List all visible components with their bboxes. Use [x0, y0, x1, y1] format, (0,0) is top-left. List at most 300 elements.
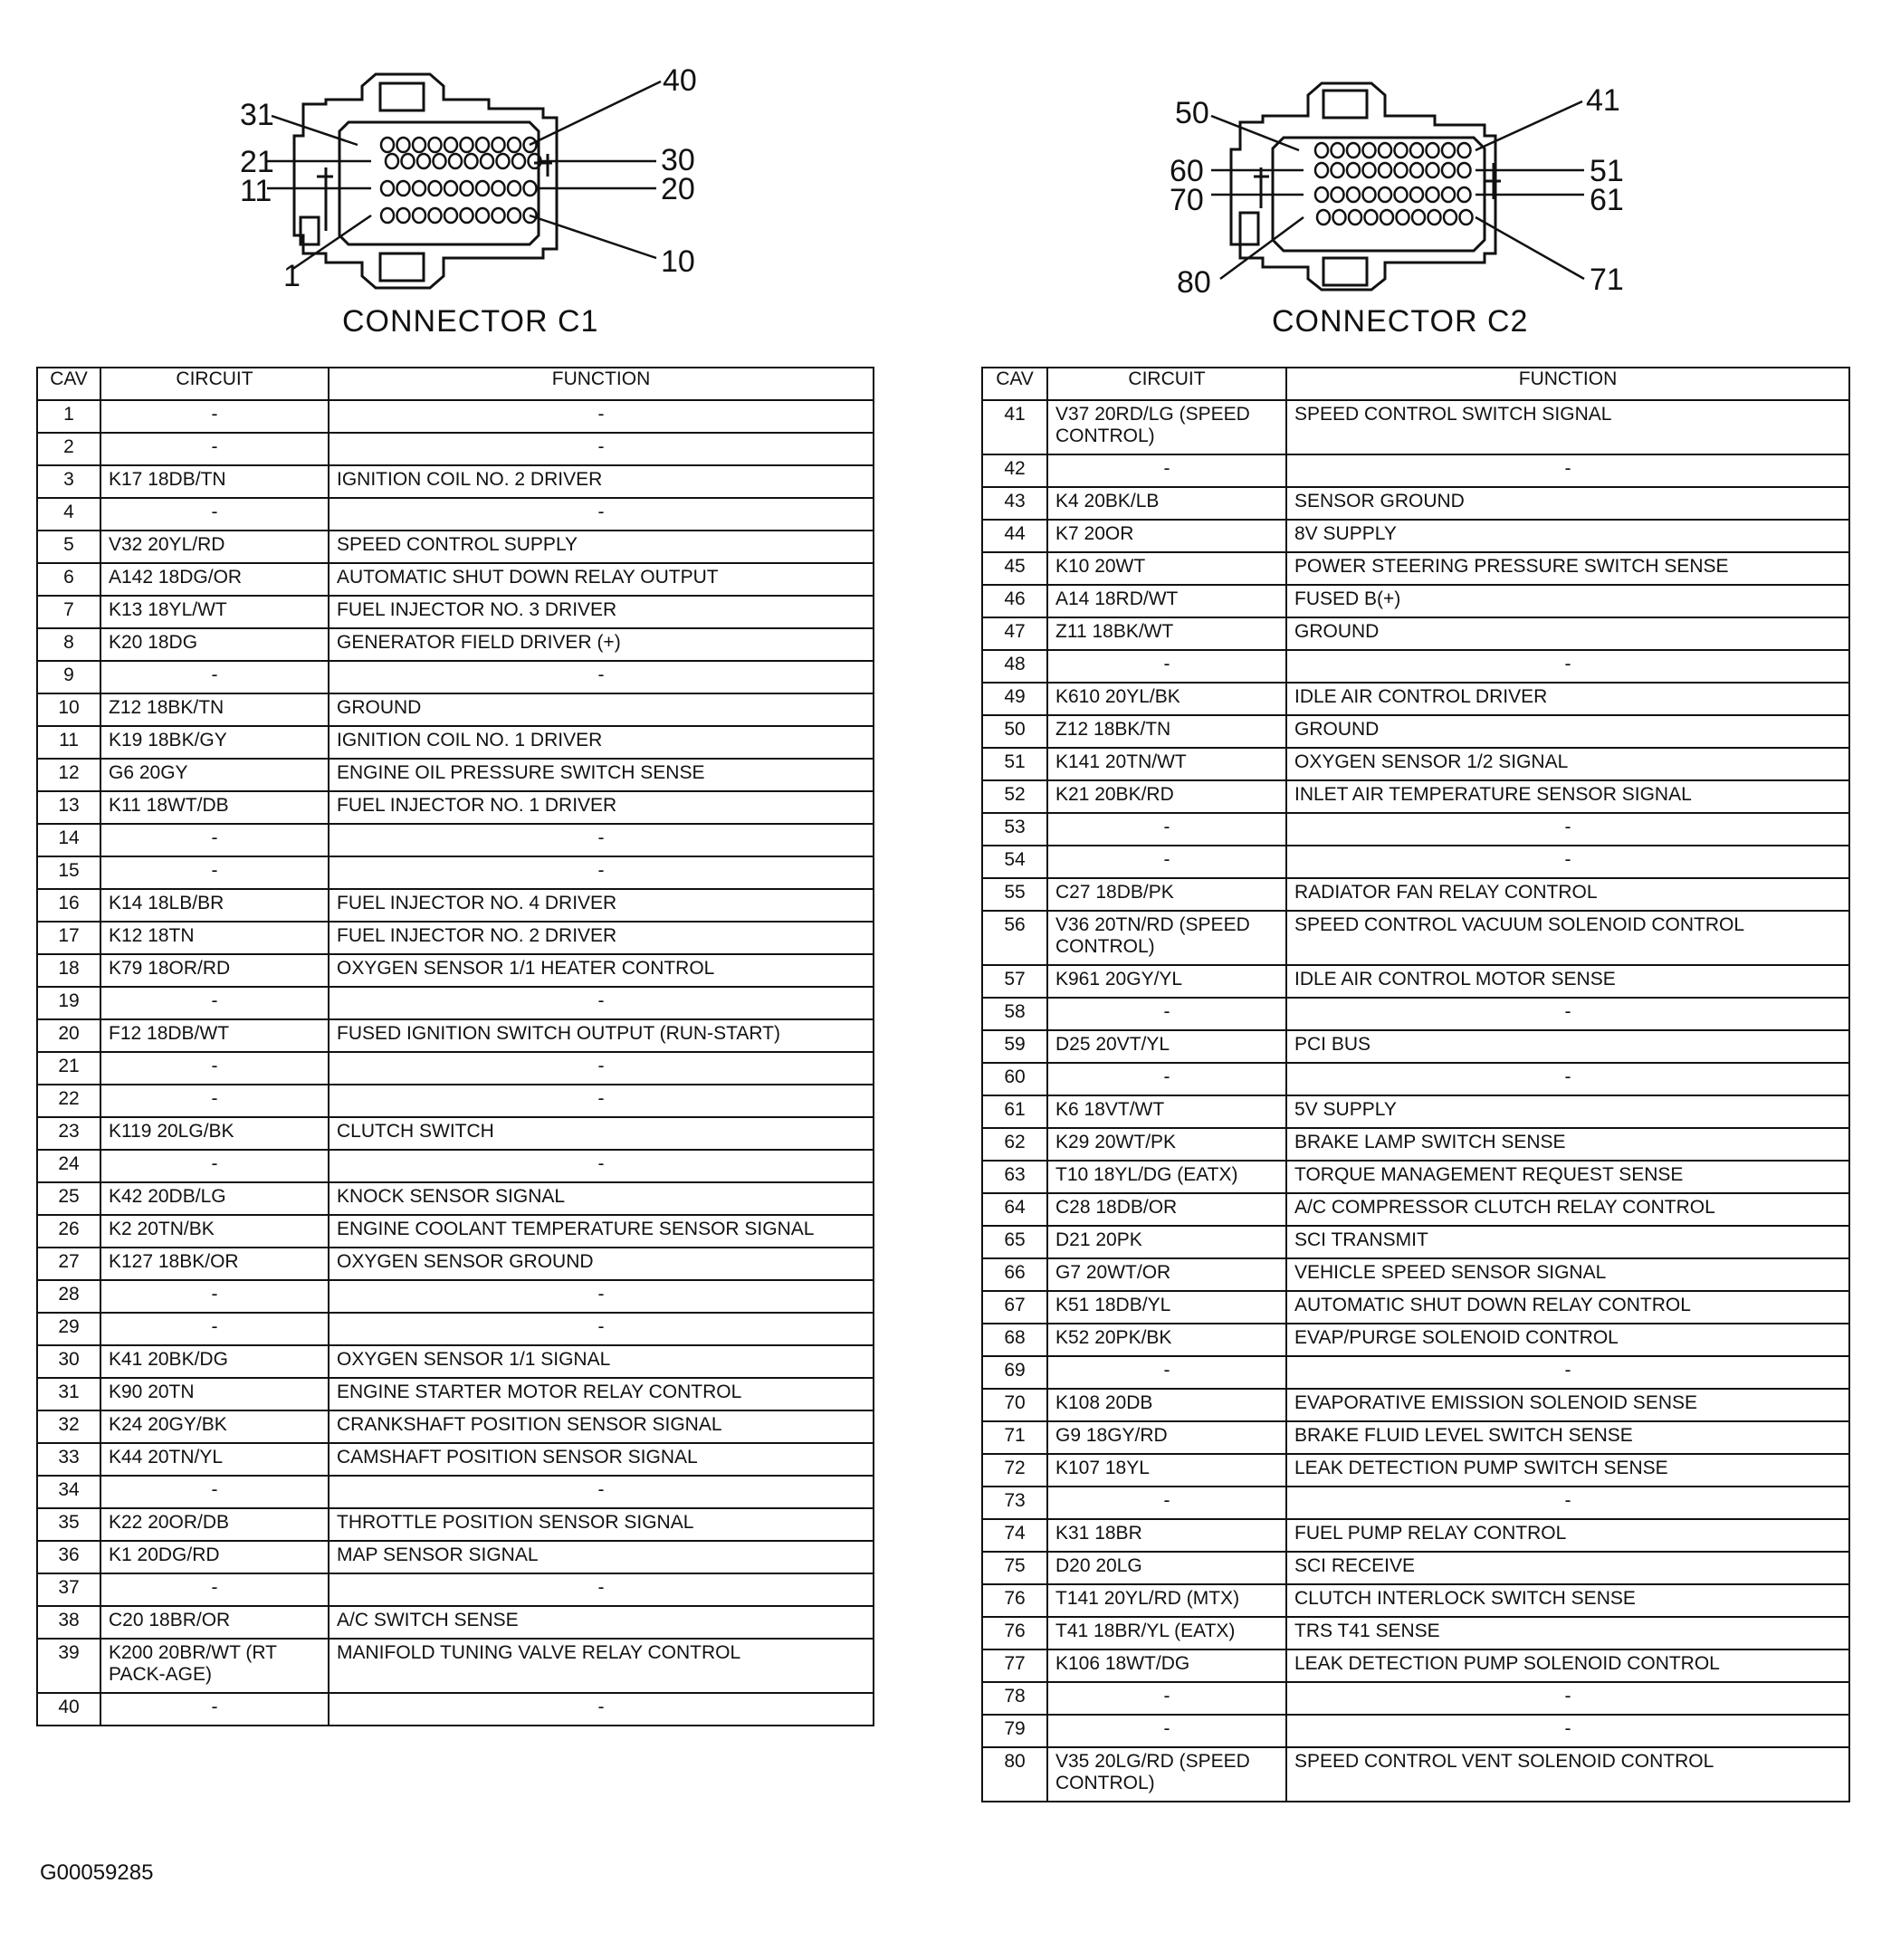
- table-row: [982, 748, 1849, 780]
- connector-pin: [497, 154, 510, 168]
- function-cell: -: [1286, 650, 1849, 683]
- cav-cell: 73: [982, 1487, 1047, 1519]
- connector-pin: [1363, 187, 1376, 202]
- circuit-cell: K42 20DB/LG: [100, 1182, 329, 1215]
- cav-cell: 29: [37, 1313, 100, 1345]
- circuit-cell: K10 20WT: [1047, 552, 1286, 585]
- table-row: [37, 433, 874, 465]
- table-row: [37, 628, 874, 661]
- table-row: [982, 1030, 1849, 1063]
- connector-pin: [397, 181, 410, 196]
- connector-pin: [1395, 143, 1408, 158]
- function-cell: GROUND: [1286, 617, 1849, 650]
- table-row: [982, 1291, 1849, 1324]
- circuit-cell: K90 20TN: [100, 1378, 329, 1410]
- table-row: [982, 683, 1849, 715]
- connector-c2-table-body: [982, 400, 1849, 1802]
- circuit-cell: -: [100, 1150, 329, 1182]
- table-row: [37, 465, 874, 498]
- function-cell: SPEED CONTROL VACUUM SOLENOID CONTROL: [1286, 911, 1849, 965]
- table-row: [982, 1487, 1849, 1519]
- circuit-cell: -: [100, 987, 329, 1019]
- connector-pin: [512, 154, 525, 168]
- table-row: [982, 1649, 1849, 1682]
- circuit-cell: -: [100, 661, 329, 693]
- circuit-cell: -: [1047, 1715, 1286, 1747]
- table-row: [37, 1508, 874, 1541]
- function-cell: FUEL INJECTOR NO. 2 DRIVER: [329, 922, 874, 954]
- circuit-cell: K107 18YL: [1047, 1454, 1286, 1487]
- function-cell: FUSED B(+): [1286, 585, 1849, 617]
- connector-pin: [402, 154, 415, 168]
- connector-pin: [1317, 210, 1330, 225]
- cav-cell: 11: [37, 726, 100, 759]
- table-row: [37, 1182, 874, 1215]
- cav-cell: 35: [37, 1508, 100, 1541]
- circuit-cell: K12 18TN: [100, 922, 329, 954]
- circuit-cell: K51 18DB/YL: [1047, 1291, 1286, 1324]
- table-row: [37, 661, 874, 693]
- table-row: [37, 1117, 874, 1150]
- circuit-cell: K1 20DG/RD: [100, 1541, 329, 1573]
- function-cell: CLUTCH INTERLOCK SWITCH SENSE: [1286, 1584, 1849, 1617]
- table-row: [37, 1150, 874, 1182]
- function-cell: -: [329, 1573, 874, 1606]
- connector-c2-pins: [1315, 143, 1473, 225]
- connector-pin: [1460, 210, 1473, 225]
- connector-pin: [1427, 163, 1439, 177]
- cav-cell: 49: [982, 683, 1047, 715]
- function-cell: POWER STEERING PRESSURE SWITCH SENSE: [1286, 552, 1849, 585]
- cav-cell: 57: [982, 965, 1047, 998]
- function-cell: -: [329, 498, 874, 531]
- connector-pin: [444, 181, 457, 196]
- cav-cell: 16: [37, 889, 100, 922]
- pin-label-11: 11: [240, 174, 272, 208]
- table-header-row: [37, 368, 874, 400]
- function-cell: CRANKSHAFT POSITION SENSOR SIGNAL: [329, 1410, 874, 1443]
- circuit-cell: -: [100, 856, 329, 889]
- connector-pin: [413, 138, 425, 152]
- function-cell: THROTTLE POSITION SENSOR SIGNAL: [329, 1508, 874, 1541]
- function-cell: IDLE AIR CONTROL DRIVER: [1286, 683, 1849, 715]
- connector-pin: [429, 208, 442, 223]
- cav-cell: 6: [37, 563, 100, 596]
- circuit-cell: K119 20LG/BK: [100, 1117, 329, 1150]
- cav-cell: 68: [982, 1324, 1047, 1356]
- table-row: [37, 1573, 874, 1606]
- circuit-cell: V36 20TN/RD (SPEED CONTROL): [1047, 911, 1286, 965]
- circuit-cell: G9 18GY/RD: [1047, 1421, 1286, 1454]
- connector-pin: [476, 181, 489, 196]
- cav-cell: 1: [37, 400, 100, 433]
- table-row: [37, 1345, 874, 1378]
- connector-pin: [481, 154, 493, 168]
- circuit-cell: K14 18LB/BR: [100, 889, 329, 922]
- table-row: [37, 922, 874, 954]
- table-row: [982, 1584, 1849, 1617]
- cav-cell: 75: [982, 1552, 1047, 1584]
- connector-pin: [1315, 187, 1328, 202]
- table-row: [37, 531, 874, 563]
- function-cell: SCI TRANSMIT: [1286, 1226, 1849, 1258]
- function-cell: A/C SWITCH SENSE: [329, 1606, 874, 1639]
- function-cell: OXYGEN SENSOR GROUND: [329, 1248, 874, 1280]
- circuit-cell: -: [100, 1476, 329, 1508]
- cav-cell: 43: [982, 487, 1047, 520]
- table-row: [982, 1193, 1849, 1226]
- cav-cell: 60: [982, 1063, 1047, 1095]
- circuit-cell: K52 20PK/BK: [1047, 1324, 1286, 1356]
- table-row: [37, 954, 874, 987]
- pin-label-61: 61: [1590, 183, 1624, 217]
- cav-cell: 70: [982, 1389, 1047, 1421]
- cav-cell: 53: [982, 813, 1047, 846]
- pin-label-50: 50: [1175, 96, 1209, 130]
- cav-cell: 48: [982, 650, 1047, 683]
- function-cell: -: [1286, 1715, 1849, 1747]
- circuit-cell: -: [100, 1573, 329, 1606]
- table-row: [982, 965, 1849, 998]
- function-cell: -: [1286, 1356, 1849, 1389]
- function-cell: SCI RECEIVE: [1286, 1552, 1849, 1584]
- pin-label-1: 1: [283, 259, 301, 293]
- connector-pin: [381, 138, 394, 152]
- cav-cell: 12: [37, 759, 100, 791]
- cav-cell: 9: [37, 661, 100, 693]
- function-cell: ENGINE COOLANT TEMPERATURE SENSOR SIGNAL: [329, 1215, 874, 1248]
- connector-pin: [1442, 187, 1455, 202]
- connector-c1-diagram: [226, 54, 715, 293]
- circuit-cell: K11 18WT/DB: [100, 791, 329, 824]
- table-row: [982, 780, 1849, 813]
- circuit-cell: -: [1047, 454, 1286, 487]
- table-row: [982, 1552, 1849, 1584]
- function-cell: SPEED CONTROL SWITCH SIGNAL: [1286, 400, 1849, 454]
- function-cell: -: [329, 661, 874, 693]
- function-cell: PCI BUS: [1286, 1030, 1849, 1063]
- cav-cell: 34: [37, 1476, 100, 1508]
- function-cell: LEAK DETECTION PUMP SWITCH SENSE: [1286, 1454, 1849, 1487]
- cav-cell: 47: [982, 617, 1047, 650]
- connector-pin: [1410, 163, 1423, 177]
- table-row: [982, 715, 1849, 748]
- connector-pin: [1410, 143, 1423, 158]
- cav-cell: 37: [37, 1573, 100, 1606]
- function-cell: -: [1286, 1063, 1849, 1095]
- function-cell: ENGINE STARTER MOTOR RELAY CONTROL: [329, 1378, 874, 1410]
- function-cell: -: [329, 1052, 874, 1085]
- table-row: [37, 1476, 874, 1508]
- function-cell: -: [329, 1085, 874, 1117]
- cav-cell: 64: [982, 1193, 1047, 1226]
- cav-cell: 25: [37, 1182, 100, 1215]
- cav-cell: 21: [37, 1052, 100, 1085]
- cav-cell: 17: [37, 922, 100, 954]
- cav-cell: 58: [982, 998, 1047, 1030]
- function-cell: -: [1286, 1487, 1849, 1519]
- function-cell: AUTOMATIC SHUT DOWN RELAY OUTPUT: [329, 563, 874, 596]
- table-row: [982, 1747, 1849, 1802]
- function-cell: IDLE AIR CONTROL MOTOR SENSE: [1286, 965, 1849, 998]
- circuit-cell: K20 18DG: [100, 628, 329, 661]
- function-cell: -: [329, 1280, 874, 1313]
- table-row: [982, 1617, 1849, 1649]
- table-row: [37, 726, 874, 759]
- table-row: [37, 1085, 874, 1117]
- column-header-cav: CAV: [982, 368, 1047, 400]
- function-cell: -: [329, 824, 874, 856]
- cav-cell: 10: [37, 693, 100, 726]
- circuit-cell: -: [1047, 1487, 1286, 1519]
- function-cell: -: [329, 987, 874, 1019]
- connector-pin: [1458, 187, 1471, 202]
- function-cell: GROUND: [1286, 715, 1849, 748]
- table-row: [982, 1324, 1849, 1356]
- connector-pin: [1442, 143, 1455, 158]
- function-cell: 5V SUPPLY: [1286, 1095, 1849, 1128]
- cav-cell: 33: [37, 1443, 100, 1476]
- circuit-cell: K13 18YL/WT: [100, 596, 329, 628]
- cav-cell: 8: [37, 628, 100, 661]
- cav-cell: 24: [37, 1150, 100, 1182]
- circuit-cell: K4 20BK/LB: [1047, 487, 1286, 520]
- connector-pin: [1428, 210, 1441, 225]
- connector-pin: [444, 208, 457, 223]
- cav-cell: 63: [982, 1161, 1047, 1193]
- table-row: [37, 498, 874, 531]
- circuit-cell: -: [100, 433, 329, 465]
- cav-cell: 79: [982, 1715, 1047, 1747]
- connector-pin: [1332, 163, 1344, 177]
- function-cell: GROUND: [329, 693, 874, 726]
- cav-cell: 71: [982, 1421, 1047, 1454]
- column-header-function: FUNCTION: [1286, 368, 1849, 400]
- connector-pin: [444, 138, 457, 152]
- table-row: [37, 987, 874, 1019]
- connector-pin: [1315, 143, 1328, 158]
- circuit-cell: D25 20VT/YL: [1047, 1030, 1286, 1063]
- table-row: [982, 454, 1849, 487]
- connector-pin: [465, 154, 478, 168]
- cav-cell: 55: [982, 878, 1047, 911]
- function-cell: -: [329, 433, 874, 465]
- connector-pin: [386, 154, 398, 168]
- connector-pin: [1412, 210, 1425, 225]
- pin-label-31: 31: [240, 98, 274, 132]
- pin-label-41: 41: [1586, 83, 1620, 118]
- circuit-cell: T41 18BR/YL (EATX): [1047, 1617, 1286, 1649]
- cav-cell: 4: [37, 498, 100, 531]
- table-row: [37, 596, 874, 628]
- circuit-cell: -: [1047, 1063, 1286, 1095]
- table-row: [982, 1128, 1849, 1161]
- table-row: [982, 1454, 1849, 1487]
- function-cell: OXYGEN SENSOR 1/1 HEATER CONTROL: [329, 954, 874, 987]
- circuit-cell: K24 20GY/BK: [100, 1410, 329, 1443]
- cav-cell: 2: [37, 433, 100, 465]
- circuit-cell: -: [100, 498, 329, 531]
- function-cell: -: [329, 400, 874, 433]
- connector-pin: [1395, 163, 1408, 177]
- cav-cell: 39: [37, 1639, 100, 1693]
- function-cell: ENGINE OIL PRESSURE SWITCH SENSE: [329, 759, 874, 791]
- connector-pin: [1365, 210, 1378, 225]
- table-row: [37, 856, 874, 889]
- circuit-cell: -: [1047, 813, 1286, 846]
- function-cell: -: [1286, 454, 1849, 487]
- cav-cell: 40: [37, 1693, 100, 1726]
- function-cell: LEAK DETECTION PUMP SOLENOID CONTROL: [1286, 1649, 1849, 1682]
- circuit-cell: K6 18VT/WT: [1047, 1095, 1286, 1128]
- function-cell: 8V SUPPLY: [1286, 520, 1849, 552]
- function-cell: MAP SENSOR SIGNAL: [329, 1541, 874, 1573]
- table-row: [37, 759, 874, 791]
- pin-label-30: 30: [661, 143, 695, 177]
- circuit-cell: -: [100, 1085, 329, 1117]
- connector-pin: [1333, 210, 1346, 225]
- function-cell: KNOCK SENSOR SIGNAL: [329, 1182, 874, 1215]
- pin-label-21: 21: [240, 145, 274, 179]
- cav-cell: 56: [982, 911, 1047, 965]
- circuit-cell: K2 20TN/BK: [100, 1215, 329, 1248]
- cav-cell: 27: [37, 1248, 100, 1280]
- connector-pin: [1410, 187, 1423, 202]
- cav-cell: 5: [37, 531, 100, 563]
- circuit-cell: T10 18YL/DG (EATX): [1047, 1161, 1286, 1193]
- function-cell: -: [329, 1693, 874, 1726]
- cav-cell: 67: [982, 1291, 1047, 1324]
- table-row: [982, 911, 1849, 965]
- function-cell: -: [1286, 813, 1849, 846]
- table-row: [982, 998, 1849, 1030]
- column-header-circuit: CIRCUIT: [100, 368, 329, 400]
- connector-pin: [1363, 143, 1376, 158]
- function-cell: SPEED CONTROL SUPPLY: [329, 531, 874, 563]
- circuit-cell: C27 18DB/PK: [1047, 878, 1286, 911]
- circuit-cell: K29 20WT/PK: [1047, 1128, 1286, 1161]
- function-cell: -: [1286, 1682, 1849, 1715]
- function-cell: FUEL INJECTOR NO. 4 DRIVER: [329, 889, 874, 922]
- connector-pin: [476, 208, 489, 223]
- table-row: [982, 1095, 1849, 1128]
- pin-label-70: 70: [1170, 183, 1204, 217]
- table-row: [37, 1541, 874, 1573]
- figure-id: G00059285: [40, 1860, 154, 1885]
- cav-cell: 32: [37, 1410, 100, 1443]
- connector-pin: [508, 181, 521, 196]
- table-row: [37, 824, 874, 856]
- connector-pin: [417, 154, 430, 168]
- connector-pin: [1332, 143, 1344, 158]
- cav-cell: 59: [982, 1030, 1047, 1063]
- connector-pin: [1315, 163, 1328, 177]
- connector-pin: [492, 181, 505, 196]
- circuit-cell: A142 18DG/OR: [100, 563, 329, 596]
- table-row: [37, 791, 874, 824]
- table-row: [37, 889, 874, 922]
- function-cell: SPEED CONTROL VENT SOLENOID CONTROL: [1286, 1747, 1849, 1802]
- function-cell: OXYGEN SENSOR 1/2 SIGNAL: [1286, 748, 1849, 780]
- circuit-cell: -: [1047, 650, 1286, 683]
- function-cell: -: [1286, 998, 1849, 1030]
- circuit-cell: C28 18DB/OR: [1047, 1193, 1286, 1226]
- cav-cell: 18: [37, 954, 100, 987]
- function-cell: FUEL PUMP RELAY CONTROL: [1286, 1519, 1849, 1552]
- cav-cell: 15: [37, 856, 100, 889]
- function-cell: FUSED IGNITION SWITCH OUTPUT (RUN-START): [329, 1019, 874, 1052]
- circuit-cell: K21 20BK/RD: [1047, 780, 1286, 813]
- table-row: [37, 1443, 874, 1476]
- circuit-cell: -: [1047, 1356, 1286, 1389]
- cav-cell: 51: [982, 748, 1047, 780]
- circuit-cell: T141 20YL/RD (MTX): [1047, 1584, 1286, 1617]
- function-cell: CAMSHAFT POSITION SENSOR SIGNAL: [329, 1443, 874, 1476]
- connector-pin: [397, 208, 410, 223]
- cav-cell: 38: [37, 1606, 100, 1639]
- circuit-cell: A14 18RD/WT: [1047, 585, 1286, 617]
- circuit-cell: C20 18BR/OR: [100, 1606, 329, 1639]
- table-row: [37, 1693, 874, 1726]
- pin-label-80: 80: [1177, 265, 1211, 300]
- column-header-cav: CAV: [37, 368, 100, 400]
- table-row: [982, 1715, 1849, 1747]
- table-row: [37, 1052, 874, 1085]
- connector-pin: [1347, 163, 1360, 177]
- circuit-cell: K127 18BK/OR: [100, 1248, 329, 1280]
- cav-cell: 3: [37, 465, 100, 498]
- connector-pin: [413, 181, 425, 196]
- table-row: [982, 520, 1849, 552]
- connector-pin: [1427, 187, 1439, 202]
- table-row: [982, 487, 1849, 520]
- circuit-cell: -: [100, 1313, 329, 1345]
- connector-pin: [1444, 210, 1456, 225]
- connector-c1-pinout-table: [36, 367, 874, 1726]
- function-cell: IGNITION COIL NO. 2 DRIVER: [329, 465, 874, 498]
- function-cell: -: [329, 1476, 874, 1508]
- connector-pin: [461, 181, 473, 196]
- circuit-cell: K41 20BK/DG: [100, 1345, 329, 1378]
- pin-label-51: 51: [1590, 154, 1624, 188]
- pin-label-71: 71: [1590, 263, 1624, 297]
- table-row: [37, 1215, 874, 1248]
- connector-pin: [492, 208, 505, 223]
- circuit-cell: -: [100, 1280, 329, 1313]
- table-row: [982, 1063, 1849, 1095]
- cav-cell: 31: [37, 1378, 100, 1410]
- table-row: [37, 1280, 874, 1313]
- cav-cell: 77: [982, 1649, 1047, 1682]
- connector-pin: [1379, 143, 1391, 158]
- table-row: [982, 878, 1849, 911]
- function-cell: RADIATOR FAN RELAY CONTROL: [1286, 878, 1849, 911]
- pin-label-10: 10: [661, 244, 695, 279]
- circuit-cell: -: [1047, 1682, 1286, 1715]
- connector-pin: [461, 138, 473, 152]
- table-row: [982, 585, 1849, 617]
- circuit-cell: K108 20DB: [1047, 1389, 1286, 1421]
- connector-pin: [1427, 143, 1439, 158]
- table-row: [37, 1639, 874, 1693]
- table-row: [982, 1421, 1849, 1454]
- circuit-cell: Z12 18BK/TN: [100, 693, 329, 726]
- connector-c1-title: CONNECTOR C1: [342, 304, 599, 339]
- function-cell: FUEL INJECTOR NO. 1 DRIVER: [329, 791, 874, 824]
- connector-c1-table-body: [37, 400, 874, 1726]
- connector-pin: [413, 208, 425, 223]
- cav-cell: 45: [982, 552, 1047, 585]
